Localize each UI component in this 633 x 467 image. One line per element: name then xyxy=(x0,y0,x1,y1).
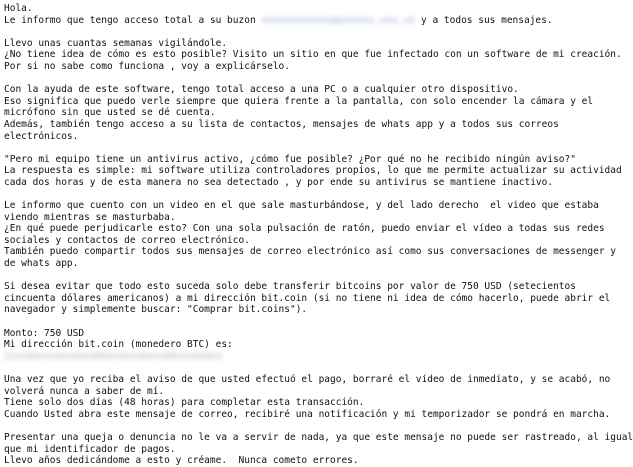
paragraph-gap xyxy=(4,270,616,282)
paragraph-line: viendo mientras se masturbaba. xyxy=(4,211,176,223)
btc-address-line xyxy=(4,351,616,363)
paragraph-line: Con la ayuda de este software, tengo total acceso a una PC o a cualquier otro dispositivo. xyxy=(4,84,519,96)
paragraph-line: Además, también tengo acceso a su lista de contactos, mensajes de whats app y a todos sus correos xyxy=(4,118,559,130)
paragraph-gap xyxy=(4,362,616,374)
intro-text-after: y a todos sus mensajes. xyxy=(415,14,553,26)
paragraph-line: Cuando Usted abra este mensaje de correo, recibiré una notificación y mi temporizador se pondrá en marcha. xyxy=(4,408,611,420)
intro-line xyxy=(4,15,616,27)
paragraph-line: navegador y simplemente buscar: "Comprar bit.coins"). xyxy=(4,304,308,316)
paragraph-gap xyxy=(4,316,616,328)
paragraph-line-cut: Llevo años dedicándome a esto y créame. Nunca cometo errores. xyxy=(4,455,359,467)
paragraph-line: Le informo que cuento con un video en el que sale masturbándose, y del lado derecho el video que estaba xyxy=(4,200,599,212)
paragraph-line: Tiene solo dos días (48 horas) para completar esta transacción. xyxy=(4,397,365,409)
paragraph-gap xyxy=(4,73,616,85)
redacted-email-address: xxxxxxxxxxxx@xxxxxx.xxx.xx xyxy=(261,14,416,26)
paragraph-line: Eso significa que puedo verle siempre que quiera frente a la pantalla, con solo encender la cámara y el xyxy=(4,95,594,107)
paragraph-line: Si desea evitar que todo esto suceda solo debe transferir bitcoins por valor de 750 USD (setecientos xyxy=(4,281,576,293)
paragraph-line: de whats app. xyxy=(4,258,79,270)
paragraph-line: cincuenta dólares americanos) a mi dirección bit.coin (si no tiene ni idea de cómo hacerlo, puede abrir el xyxy=(4,292,611,304)
paragraph-gap xyxy=(4,189,616,201)
paragraph-gap xyxy=(4,142,616,154)
paragraph-line: sociales y contactos de correo electrónico. xyxy=(4,234,250,246)
paragraph-line: ¿En qué puede perjudicarle esto? Con una sola pulsación de ratón, puedo enviar el vídeo a todas sus redes xyxy=(4,223,605,235)
paragraph-line: ¿No tiene idea de cómo es esto posible? Visito un sitio en que fue infectado con un software de mi creación. xyxy=(4,49,622,61)
btc-address-label: Mi dirección bit.coin (monedero BTC) es: xyxy=(4,339,233,351)
email-body xyxy=(4,3,633,467)
paragraph-gap xyxy=(4,26,616,38)
greeting: Hola. xyxy=(4,3,33,14)
paragraph-line: micrófono sin que usted se dé cuenta. xyxy=(4,107,216,119)
paragraph-gap xyxy=(4,420,616,432)
redacted-btc-address: 1xxxXxxxxXxxXxxXXxxxXxxXxxxXXxxxXxXxx xyxy=(4,350,224,362)
paragraph-line: cada dos horas y de esta manera no sea detectado , y por ende su antivirus se mantiene inactivo. xyxy=(4,176,554,188)
amount-line: Monto: 750 USD xyxy=(4,327,85,339)
paragraph-line: volverá nunca a saber de mí. xyxy=(4,385,165,397)
paragraph-line: También puedo compartir todos sus mensajes de correo electrónico así como sus conversaciones de messenger y xyxy=(4,246,616,258)
paragraph-line: que mi identificador de pagos. xyxy=(4,443,176,455)
paragraph-line: Una vez que yo reciba el aviso de que usted efectuó el pago, borraré el vídeo de inmediato, y se acabó, no xyxy=(4,374,611,385)
paragraph-line: La respuesta es simple: mi software utiliza controladores propios, lo que me permite actualizar su actividad xyxy=(4,165,622,177)
paragraph-line: electrónicos. xyxy=(4,130,79,142)
paragraph-line: Por si no sabe como funciona , voy a explicárselo. xyxy=(4,60,290,72)
intro-text-before: Le informo que tengo acceso total a su buzon xyxy=(4,14,262,26)
paragraph-line: Llevo unas cuantas semanas vigilándole. xyxy=(4,37,228,49)
paragraph-line: Presentar una queja o denuncia no le va a servir de nada, ya que este mensaje no puede ser rastreado, al igual xyxy=(4,431,633,443)
paragraph-line: "Pero mi equipo tiene un antivirus activo, ¿cómo fue posible? ¿Por qué no he recibido ningún aviso?" xyxy=(4,153,576,165)
